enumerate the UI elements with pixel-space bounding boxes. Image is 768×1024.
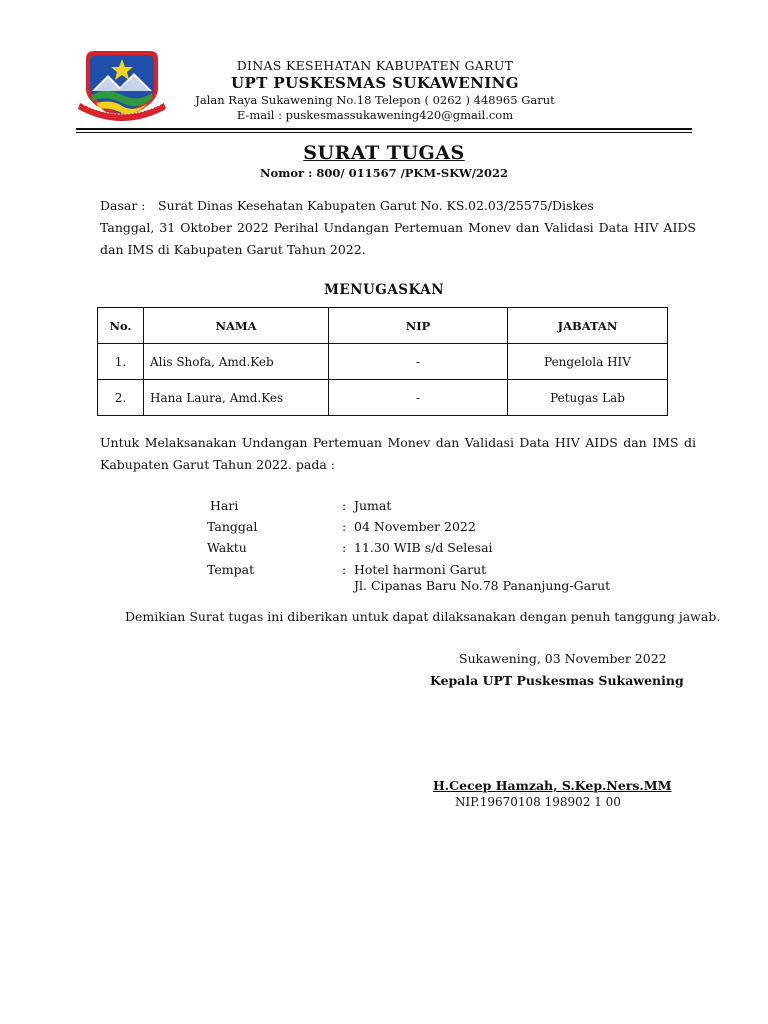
header-nama: NAMA	[144, 308, 329, 344]
kop-dinas: DINAS KESEHATAN KABUPATEN GARUT	[236, 58, 514, 73]
header-no: No.	[98, 308, 144, 344]
value-tanggal: 04 November 2022	[354, 519, 476, 534]
value-waktu: 11.30 WIB s/d Selesai	[354, 540, 493, 555]
kop-address: Jalan Raya Sukawening No.18 Telepon ( 0262 ) 448965 Garut	[195, 93, 555, 107]
table-header-row	[98, 308, 668, 344]
value-hari: Jumat	[354, 498, 392, 513]
document-number: Nomor : 800/ 011567 /PKM-SKW/2022	[260, 166, 508, 180]
signatory-name: H.Cecep Hamzah, S.Kep.Ners.MM	[433, 778, 672, 793]
colon-waktu: :	[342, 540, 347, 555]
puskesmas-logo	[72, 43, 172, 125]
header-jabatan: JABATAN	[508, 308, 668, 344]
signature-position: Kepala UPT Puskesmas Sukawening	[430, 673, 684, 688]
assignee-table	[97, 307, 668, 416]
document-title: SURAT TUGAS	[303, 142, 465, 164]
dasar-line-3: dan IMS di Kabupaten Garut Tahun 2022.	[100, 242, 366, 257]
menugaskan-heading: MENUGASKAN	[323, 282, 445, 298]
colon-tanggal: :	[342, 519, 347, 534]
label-tanggal: Tanggal	[207, 519, 258, 534]
kop-divider-thick	[76, 128, 692, 130]
cell-nip: -	[329, 344, 508, 380]
label-tempat: Tempat	[207, 562, 255, 577]
untuk-line-2: Kabupaten Garut Tahun 2022. pada :	[100, 457, 335, 472]
untuk-line-1: Untuk Melaksanakan Undangan Pertemuan Monev dan Validasi Data HIV AIDS dan IMS di	[100, 435, 696, 450]
cell-nama: Alis Shofa, Amd.Keb	[144, 344, 329, 380]
dasar-reference: Surat Dinas Kesehatan Kabupaten Garut No. KS.02.03/25575/Diskes	[158, 198, 594, 213]
cell-no: 2.	[98, 380, 144, 416]
table-row	[98, 344, 668, 380]
label-hari: Hari	[210, 498, 239, 513]
colon-hari: :	[342, 498, 347, 513]
kop-puskesmas: UPT PUSKESMAS SUKAWENING	[231, 74, 519, 92]
label-waktu: Waktu	[207, 540, 247, 555]
cell-jabatan: Pengelola HIV	[508, 344, 668, 380]
kop-email: E-mail : puskesmassukawening420@gmail.com	[236, 108, 514, 122]
signatory-nip: NIP.19670108 198902 1 00	[455, 795, 621, 809]
dasar-line-2: Tanggal, 31 Oktober 2022 Perihal Undangan Pertemuan Monev dan Validasi Data HIV AIDS	[100, 220, 696, 235]
header-nip: NIP	[329, 308, 508, 344]
table-row	[98, 380, 668, 416]
garut-crest-icon	[72, 43, 172, 125]
cell-no: 1.	[98, 344, 144, 380]
kop-divider-thin	[76, 132, 692, 133]
dasar-label: Dasar :	[100, 198, 146, 213]
signature-place-date: Sukawening, 03 November 2022	[459, 651, 667, 666]
closing-statement: Demikian Surat tugas ini diberikan untuk dapat dilaksanakan dengan penuh tanggung jawab.	[125, 609, 721, 624]
cell-nama: Hana Laura, Amd.Kes	[144, 380, 329, 416]
cell-nip: -	[329, 380, 508, 416]
colon-tempat: :	[342, 562, 347, 577]
value-tempat-address: Jl. Cipanas Baru No.78 Pananjung-Garut	[354, 578, 611, 593]
cell-jabatan: Petugas Lab	[508, 380, 668, 416]
value-tempat: Hotel harmoni Garut	[354, 562, 487, 577]
